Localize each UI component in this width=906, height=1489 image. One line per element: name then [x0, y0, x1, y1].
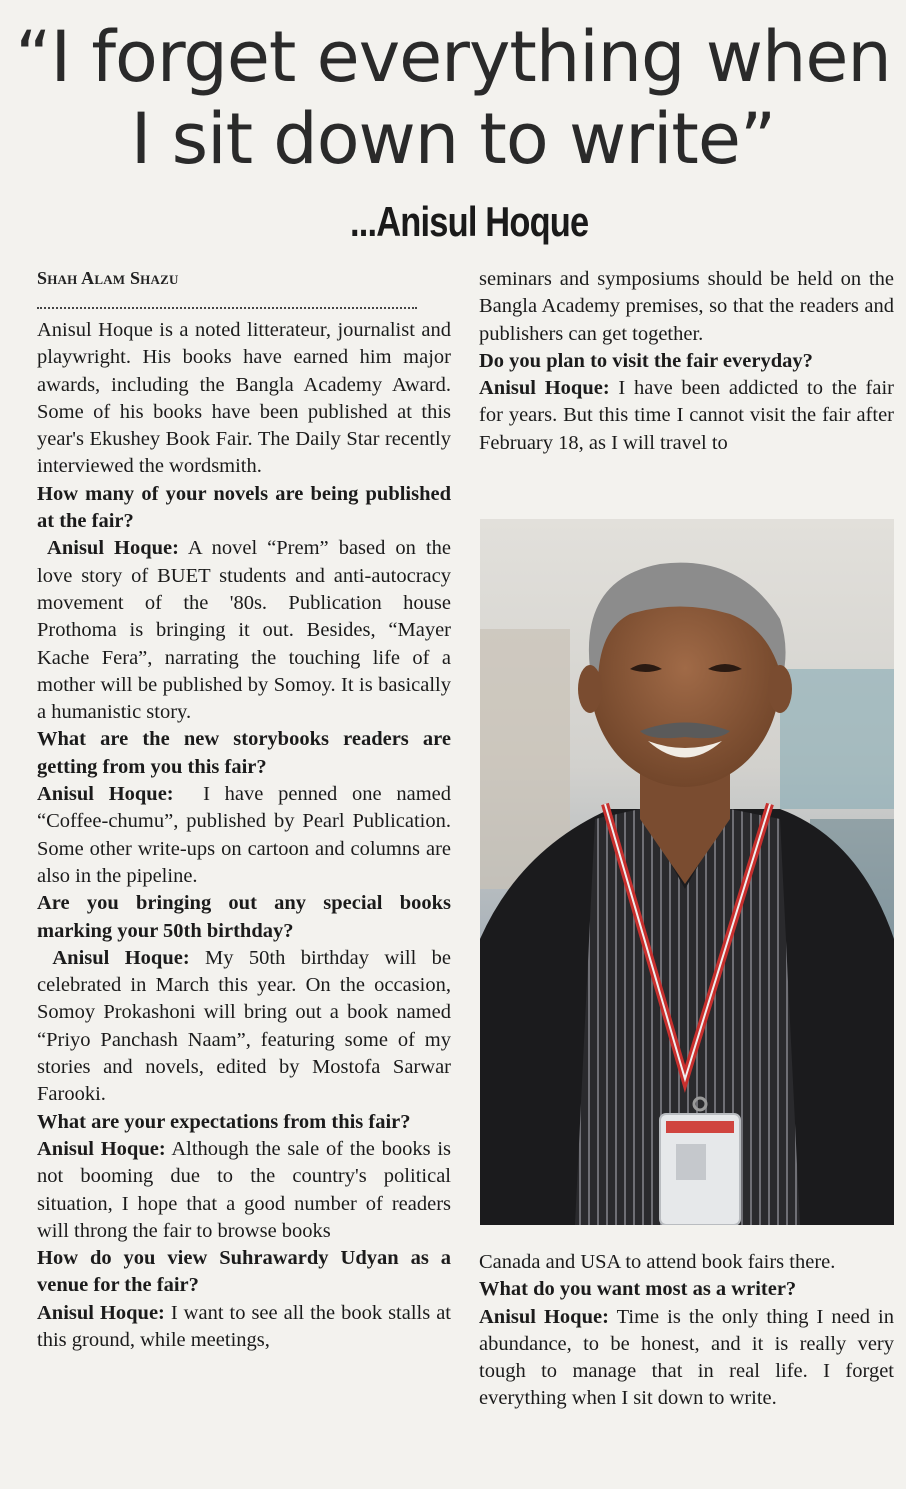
id-badge-header [666, 1121, 734, 1133]
question-3: Are you bringing out any special books marking your 50th birthday? [37, 892, 451, 942]
question-2: What are the new storybooks readers are getting from you this fair? [37, 728, 451, 778]
question-7: What do you want most as a writer? [479, 1278, 797, 1301]
answer-5 [37, 1300, 451, 1355]
answer-speaker: Anisul Hoque: [37, 783, 174, 806]
article-column-right-top [479, 266, 894, 457]
answer-speaker: Anisul Hoque: [47, 537, 179, 560]
answer-1-text: A novel “Prem” based on the love story of BUET students and anti-autocracy movement of the '80s. Publication house Prothoma is bringing it out. Besides, “Mayer Kache Fera”, narrating the touching life of a mother will be published by Somoy. It is basically a humanistic story. [37, 537, 451, 724]
answer-speaker: Anisul Hoque: [37, 1137, 166, 1160]
intro-paragraph: Anisul Hoque is a noted litterateur, journalist and playwright. His books have earned him major awards, including the Bangla Academy Award. Some of his books have been published at this year's Ekushey Book Fair. The Daily Star recently interviewed the wordsmith. [37, 319, 451, 478]
question-1: How many of your novels are being published at the fair? [37, 482, 451, 533]
answer-6-continued: Canada and USA to attend book fairs there. [479, 1251, 836, 1273]
answer-2-text: I have penned one named “Coffee-chumu”, published by Pearl Publication. Some other write-ups on cartoon and columns are also in the pipeline. [37, 783, 452, 887]
answer-2 [37, 781, 451, 890]
answer-6-text: I have been addicted to the fair for years. But this time I cannot visit the fair after February 18, as I will travel to [479, 377, 894, 454]
article-column-left [37, 317, 451, 1354]
headline [10, 16, 896, 180]
portrait-illustration [480, 519, 894, 1225]
answer-1 [37, 535, 451, 726]
question-4: What are your expectations from this fair? [37, 1110, 411, 1133]
headline-speaker: ...Anisul Hoque [350, 198, 589, 245]
answer-3 [37, 945, 451, 1109]
answer-speaker: Anisul Hoque: [479, 1305, 609, 1328]
question-5: How do you view Suhrawardy Udyan as a venue for the fair? [37, 1247, 451, 1297]
byline: Shah Alam Shazu [37, 268, 179, 288]
answer-5-text: I want to see all the book stalls at this ground, while meetings, [37, 1301, 451, 1351]
answer-7 [479, 1304, 894, 1413]
headline-line-2: I sit down to write” [130, 98, 776, 180]
answer-speaker: Anisul Hoque: [37, 1301, 165, 1324]
answer-4 [37, 1136, 451, 1245]
headline-line-1: “I forget everything when [15, 16, 891, 98]
ear-left [578, 665, 602, 713]
question-6: Do you plan to visit the fair everyday? [479, 349, 813, 372]
ear-right [768, 665, 792, 713]
portrait-photo [480, 519, 894, 1225]
article-column-right-bottom [479, 1249, 894, 1413]
answer-speaker: Anisul Hoque: [52, 946, 190, 969]
answer-6 [479, 375, 894, 457]
bg-building-right [780, 669, 894, 809]
answer-3-text: My 50th birthday will be celebrated in March this year. On the occasion, Somoy Prokashoni will bring out a book named “Priyo Panchash Naam”, featuring some of my stories and novels, edited by Mostofa Sarwar Farooki. [37, 946, 452, 1106]
id-badge-photo [676, 1144, 706, 1180]
byline-divider [37, 307, 417, 309]
answer-4-text: Although the sale of the books is not booming due to the country's political situation, I hope that a good number of readers will throng the fair to browse books [37, 1137, 452, 1242]
answer-speaker: Anisul Hoque: [479, 377, 610, 400]
answer-7-text: Time is the only thing I need in abundance, to be honest, and it is really very tough to manage that in real life. I forget everything when I sit down to write. [479, 1305, 894, 1410]
answer-5-continued: seminars and symposiums should be held on the Bangla Academy premises, so that the readers and publishers can get together. [479, 268, 894, 345]
